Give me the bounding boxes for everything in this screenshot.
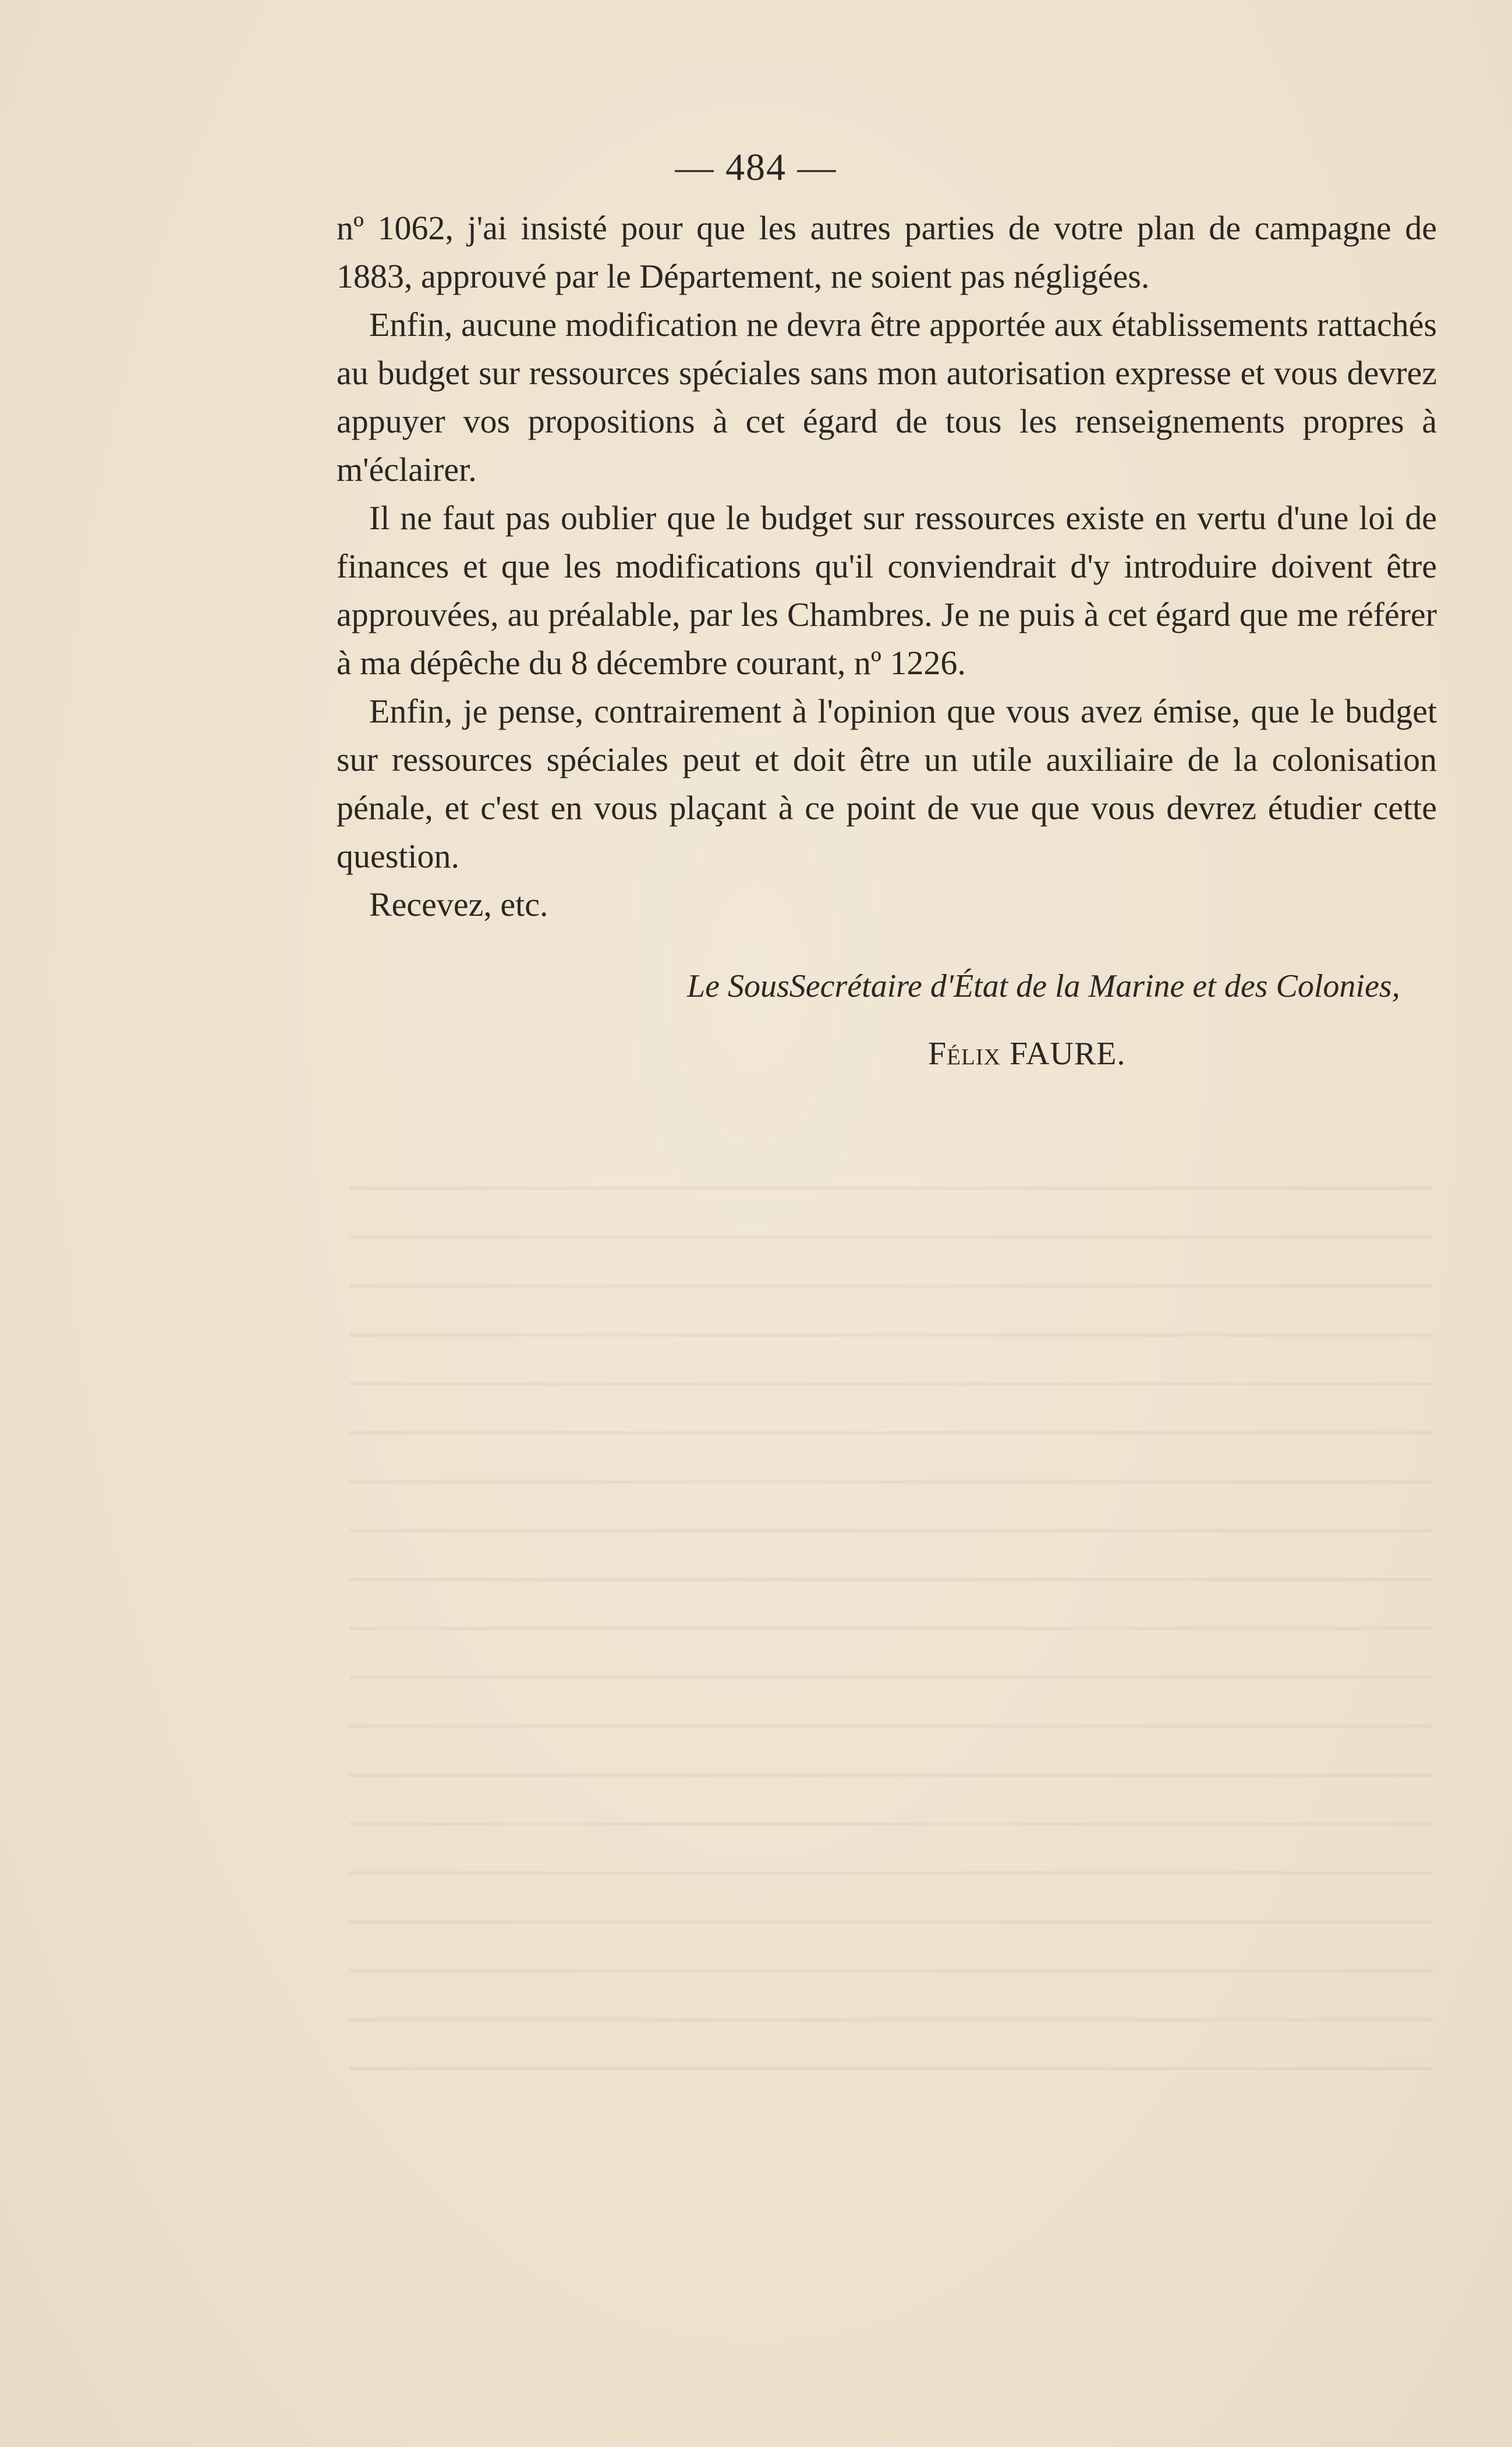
page-number: — 484 — [675, 146, 837, 189]
paragraph-3: Il ne faut pas oublier que le budget sur ressources existe en vertu d'une loi de finances et que les modifications qu'il conviendrait d'y introduire doivent être approuvées, au préalable, par les Chambres. Je ne puis à cet égard que me référer à ma dépêche du 8 décembre courant, nº 1226. [337, 499, 1437, 682]
signature-title: Le SousSecrétaire d'État de la Marine et des Colonies, [687, 968, 1400, 1004]
body-text [337, 204, 1437, 929]
show-through-text [349, 1153, 1432, 2084]
paragraph-4: Enfin, je pense, contrairement à l'opinion que vous avez émise, que le budget sur ressources spéciales peut et doit être un utile auxiliaire de la colonisation pénale, et c'est en vous plaçant à ce point de vue que vous devrez étudier cette question. [337, 692, 1437, 875]
paragraph-1: nº 1062, j'ai insisté pour que les autres parties de votre plan de campagne de 1883, approuvé par le Département, ne soient pas négligées. [337, 209, 1437, 295]
signature-last-name: FAURE. [1009, 1036, 1126, 1072]
closing-line: Recevez, etc. [369, 886, 548, 923]
signature-first-name: Félix [928, 1036, 1001, 1072]
signature-name [928, 1035, 1125, 1072]
paragraph-2: Enfin, aucune modification ne devra être apportée aux établissements rattachés au budget sur ressources spéciales sans mon autorisation expresse et vous devrez appuyer vos propositions à cet égard de tous les renseignements propres à m'éclairer. [337, 306, 1437, 488]
